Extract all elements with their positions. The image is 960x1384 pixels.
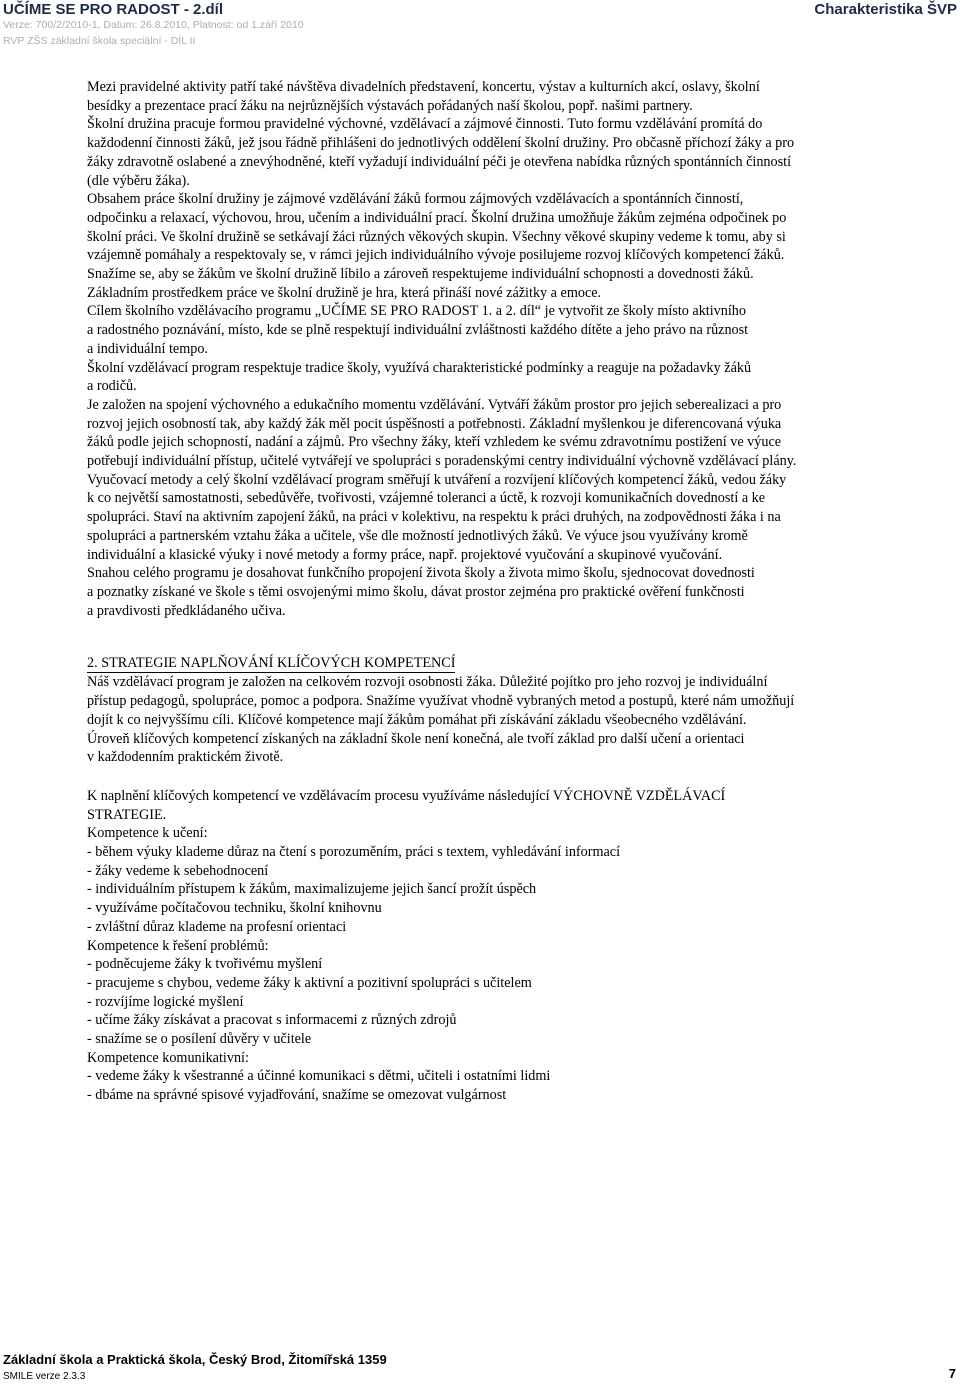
- text-line: žáků podle jejich schopností, nadání a zájmů. Pro všechny žáky, kteří vzhledem ke svému zdravotnímu postižení ve výuce: [87, 434, 782, 451]
- text-line: Náš vzdělávací program je založen na celkovém rozvoji osobnosti žáka. Důležité pojítko pro jeho rozvoj je individuální: [87, 674, 768, 691]
- text-line: besídky a prezentace prací žáku na nejrůznějších výstavách pořádaných naší školou, popř. našimi partnery.: [87, 97, 693, 114]
- text-line: školní práci. Ve školní družině se setkávají žáci různých věkových skupin. Všechny věkové skupiny vedeme k tomu, aby si: [87, 228, 786, 245]
- text-line: a pravdivosti předkládaného učiva.: [87, 602, 286, 619]
- list-item: Kompetence komunikativní:: [87, 1049, 249, 1066]
- list-item: - žáky vedeme k sebehodnocení: [87, 862, 269, 879]
- footer-version: SMILE verze 2.3.3: [3, 1371, 86, 1382]
- text-line: Snažíme se, aby se žákům ve školní družině líbilo a zároveň respektujeme individuální schopnosti a dovednosti žáků.: [87, 266, 754, 283]
- list-item: - individuálním přístupem k žákům, maximalizujeme jejich šancí prožít úspěch: [87, 881, 537, 898]
- document-title: UČÍME SE PRO RADOST - 2.díl: [3, 1, 224, 18]
- text-line: Základním prostředkem práce ve školní družině je hra, která přináší nové zážitky a emoce.: [87, 284, 602, 301]
- competence-list: [87, 824, 872, 1105]
- list-item: - vedeme žáky k všestranné a účinné komunikaci s dětmi, učiteli i ostatními lidmi: [87, 1068, 551, 1085]
- footer-school-name: Základní škola a Praktická škola, Český Brod, Žitomířská 1359: [3, 1352, 387, 1367]
- paragraph-activities: [87, 78, 872, 620]
- list-item: - zvláštní důraz klademe na profesní orientaci: [87, 918, 347, 935]
- version-info: Verze: 700/2/2010-1, Datum: 26.8.2010, Platnost: od 1.září 2010: [3, 19, 304, 31]
- section-title: Charakteristika ŠVP: [814, 1, 957, 18]
- text-line: Obsahem práce školní družiny je zájmové vzdělávání žáků formou zájmových vzdělávacích a spontánních činností,: [87, 191, 744, 208]
- text-line: k co největší samostatnosti, sebedůvěře, tvořivosti, vzájemné toleranci a úctě, k rozvoji komunikačních dovedností a ke: [87, 490, 766, 507]
- text-line: STRATEGIE.: [87, 806, 167, 823]
- list-item: - pracujeme s chybou, vedeme žáky k aktivní a pozitivní spolupráci s učitelem: [87, 974, 532, 991]
- list-item: - rozvíjíme logické myšlení: [87, 993, 244, 1010]
- text-line: Cílem školního vzdělávacího programu „UČÍME SE PRO RADOST 1. a 2. díl“ je vytvořit ze školy místo aktivního: [87, 303, 746, 320]
- list-item: Kompetence k učení:: [87, 825, 208, 842]
- text-line: a rodičů.: [87, 378, 137, 395]
- list-item: - podněcujeme žáky k tvořivému myšlení: [87, 956, 323, 973]
- list-item: - učíme žáky získávat a pracovat s informacemi z různých zdrojů: [87, 1012, 457, 1029]
- text-line: potřebují individuální přístup, učitelé vytvářejí ve spolupráci s poradenskými centry individuální výchovně vzdělávací plány.: [87, 453, 797, 470]
- text-line: vzájemně pomáhaly a respektovaly se, v rámci jejich individuálního vývoje posilujeme rozvoj klíčových kompetencí žáků.: [87, 247, 785, 264]
- text-line: spolupráci a partnerském vztahu žáka a učitele, vše dle možností jednotlivých žáků. Ve výuce jsou využívány kromě: [87, 527, 748, 544]
- list-item: - snažíme se o posílení důvěry v učitele: [87, 1031, 312, 1048]
- text-line: a individuální tempo.: [87, 340, 208, 357]
- text-line: Školní družina pracuje formou pravidelné výchovné, vzdělávací a zájmové činnosti. Tuto formu vzdělávání promítá do: [87, 116, 763, 133]
- text-line: Úroveň klíčových kompetencí získaných na základní škole není konečná, ale tvoří základ pro další učení a orientaci: [87, 730, 745, 747]
- text-line: žáky zdravotně oslabené a znevýhodněné, kteří vyžadují individuální péči je otevřena nabídka různých spontánních činností: [87, 153, 792, 170]
- section-heading: 2. STRATEGIE NAPLŇOVÁNÍ KLÍČOVÝCH KOMPETENCÍ: [87, 655, 456, 672]
- text-line: přístup pedagogů, spolupráce, pomoc a podpora. Snažíme využívat vhodně vybraných metod a postupů, které nám umožňují: [87, 693, 795, 710]
- text-line: individuální a klasické výuky i nové metody a formy práce, např. projektové vyučování a skupinové vyučování.: [87, 546, 723, 563]
- text-line: každodenní činnosti žáků, jež jsou řádně přihlášeni do jednotlivých oddělení školní družiny. Pro občasně příchozí žáky a pro: [87, 135, 795, 152]
- text-line: rozvoj jejich osobností tak, aby každý žák měl pocit úspěšnosti a potřebnosti. Základní myšlenkou je diferencovaná výuka: [87, 415, 782, 432]
- list-item: Kompetence k řešení problémů:: [87, 937, 269, 954]
- text-line: v každodenním praktickém životě.: [87, 749, 284, 766]
- text-line: Mezi pravidelné aktivity patří také návštěva divadelních představení, koncertu, výstav a kulturních akcí, oslavy, školní: [87, 79, 760, 95]
- text-line: a radostného poznávání, místo, kde se plně respektují individuální zvláštnosti každého dítěte a jeho právo na různost: [87, 322, 749, 339]
- paragraph-strategy: [87, 673, 872, 767]
- text-line: (dle výběru žáka).: [87, 172, 190, 189]
- text-line: Vyučovací metody a celý školní vzdělávací program směřují k utváření a rozvíjení klíčových kompetencí žáků, vedou žáky: [87, 471, 787, 488]
- text-line: Školní vzdělávací program respektuje tradice školy, využívá charakteristické podmínky a reaguje na požadavky žáků: [87, 359, 752, 376]
- text-line: Snahou celého programu je dosahovat funkčního propojení života školy a života mimo školu, sjednocovat dovednosti: [87, 565, 755, 582]
- text-line: odpočinku a relaxací, výchovou, hrou, učením a individuální prací. Školní družina umožňuje žákům zejména odpočinek po: [87, 209, 787, 226]
- rvp-info: RVP ZŠS základní škola speciální - DÍL II: [3, 35, 196, 47]
- text-line: Je založen na spojení výchovného a edukačního momentu vzdělávání. Vytváří žákům prostor pro jejich seberealizaci a pro: [87, 396, 782, 413]
- list-item: - během výuky klademe důraz na čtení s porozuměním, práci s textem, vyhledávání informací: [87, 844, 621, 861]
- text-line: dojít k co nejvyššímu cíli. Klíčové kompetence mají žákům pomáhat při získávání základu všeobecného vzdělávání.: [87, 711, 747, 728]
- text-line: K naplnění klíčových kompetencí ve vzdělávacím procesu využíváme následující VÝCHOVNĚ VZDĚLÁVACÍ: [87, 787, 726, 804]
- text-line: spolupráci. Staví na aktivním zapojení žáků, na práci v kolektivu, na respektu k práci druhých, na zodpovědnosti žáka i na: [87, 509, 781, 526]
- list-item: - dbáme na správné spisové vyjadřování, snažíme se omezovat vulgárnost: [87, 1087, 507, 1104]
- text-line: a poznatky získané ve škole s těmi osvojenými mimo školu, dávat prostor zejména pro praktické ověření funkčnosti: [87, 583, 745, 600]
- main-content: [87, 78, 872, 1105]
- list-item: - využíváme počítačovou techniku, školní knihovnu: [87, 900, 382, 917]
- page-number: 7: [948, 1366, 956, 1381]
- paragraph-intro: [87, 787, 872, 824]
